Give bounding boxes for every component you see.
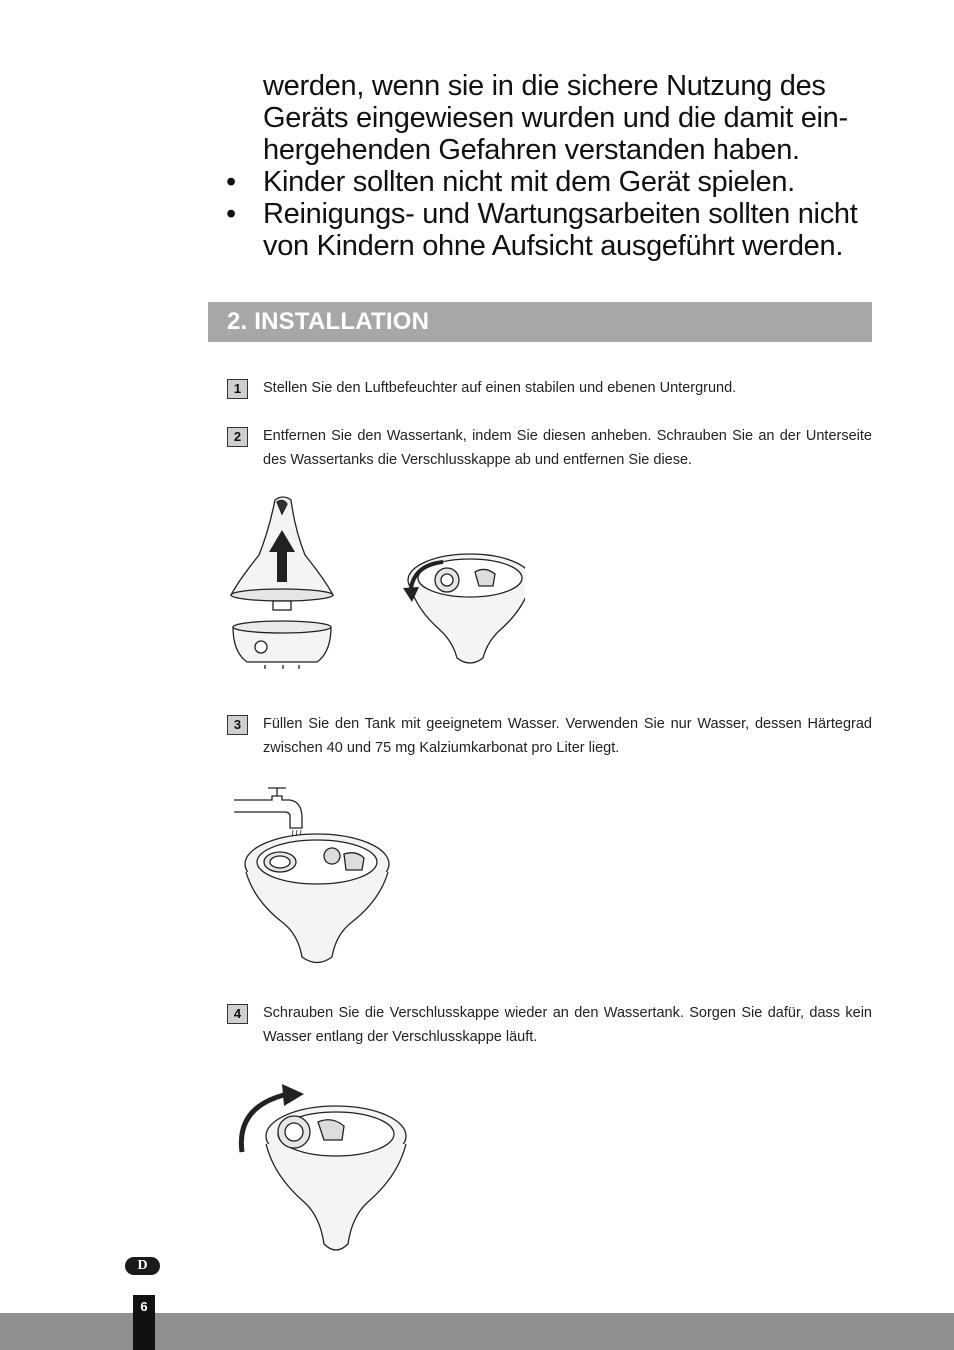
step-text: Füllen Sie den Tank mit geeignetem Wasser. Verwenden Sie nur Wasser, dessen Härtegrad zwischen 40 und 75 mg Kalziumkarbonat pro Liter liegt. xyxy=(263,716,872,756)
step-2 xyxy=(227,427,872,472)
bullet-dot: • xyxy=(226,166,236,198)
step-text: Entfernen Sie den Wassertank, indem Sie diesen anheben. Schrauben Sie an der Unterseite des Wassertanks die Verschlusskappe ab und entfernen Sie diese. xyxy=(263,428,872,468)
step-number-badge: 1 xyxy=(227,379,248,399)
bullet-dot: • xyxy=(226,198,236,230)
step-text: Stellen Sie den Luftbefeuchter auf einen stabilen und ebenen Untergrund. xyxy=(263,380,737,396)
step-3 xyxy=(227,715,872,760)
step-1 xyxy=(227,379,872,400)
step-number-badge: 4 xyxy=(227,1004,248,1024)
humidifier-cap-illustration xyxy=(228,1076,413,1261)
humidifier-fill-illustration xyxy=(232,782,412,972)
bullet-item xyxy=(226,198,876,262)
bullet-item xyxy=(226,166,876,198)
step-text: Schrauben Sie die Verschlusskappe wieder an den Wassertank. Sorgen Sie dafür, dass kein Wasser entlang der Verschlusskappe läuft. xyxy=(263,1005,872,1045)
bullet-text: Reinigungs- und Wartungsarbeiten sollten nicht von Kindern ohne Aufsicht ausgeführt werden. xyxy=(263,198,858,262)
section-header: 2. INSTALLATION xyxy=(208,302,872,342)
page-number: 6 xyxy=(133,1295,155,1350)
intro-continuation: werden, wenn sie in die sichere Nutzung des Geräts eingewiesen wurden und die damit ein-hergehenden Gefahren verstanden haben. xyxy=(263,70,848,166)
language-badge: D xyxy=(125,1257,160,1275)
step-4 xyxy=(227,1004,872,1049)
intro-text xyxy=(226,70,876,262)
bullet-text: Kinder sollten nicht mit dem Gerät spielen. xyxy=(263,166,795,198)
step-number-badge: 2 xyxy=(227,427,248,447)
humidifier-lift-illustration xyxy=(225,490,525,675)
illustration-close-cap xyxy=(228,1076,413,1261)
illustration-remove-tank xyxy=(225,490,525,675)
step-number-badge: 3 xyxy=(227,715,248,735)
illustration-fill-tank xyxy=(232,782,412,972)
